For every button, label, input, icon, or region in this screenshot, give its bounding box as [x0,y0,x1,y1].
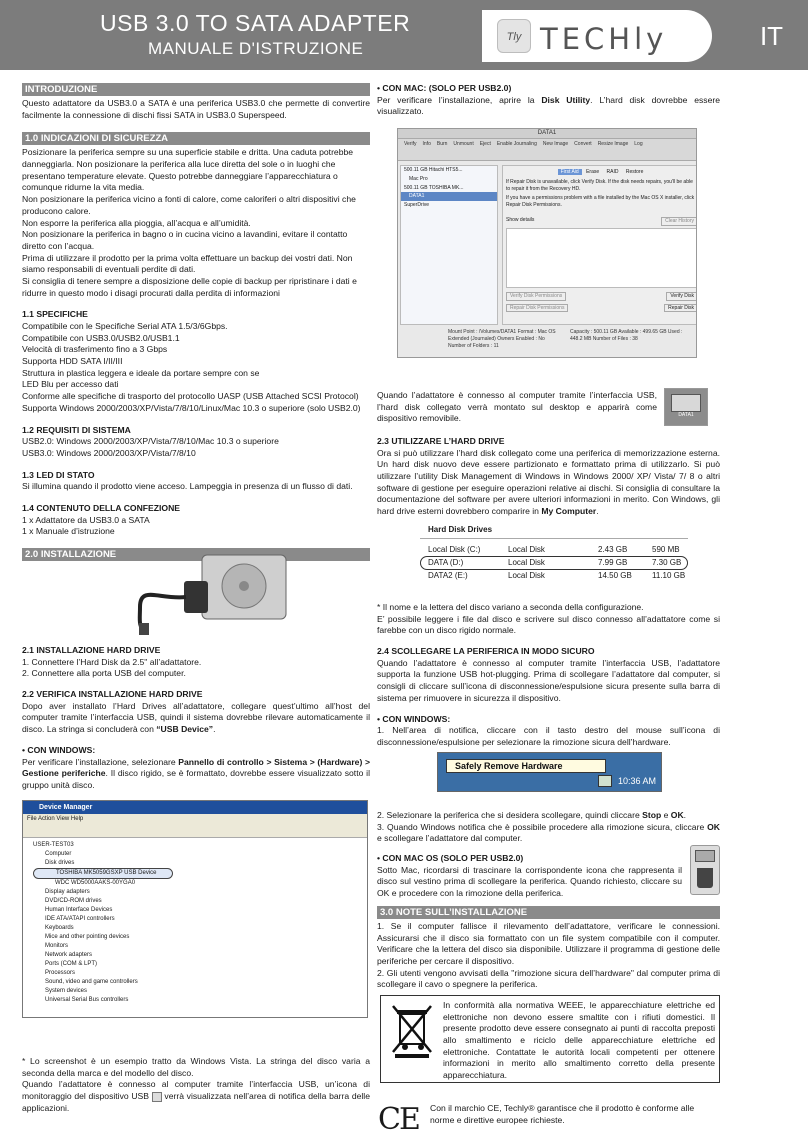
tree-item: Keyboards [45,925,74,931]
du-tab: Restore [625,169,644,175]
hdd-divider [420,538,688,539]
du-main-panel [502,165,697,325]
devmgr-toolbar [23,825,367,838]
spec-item: Conforme alle specifiche di trasporto del protocollo UASP (USB Attached SCSI Protocol) [22,391,359,402]
du-footer [400,329,696,355]
tree-item: Display adapters [45,889,90,895]
trash-can-icon [697,868,713,888]
du-titlebar: DATA1 [398,129,696,139]
hdd-row-type: Local Disk [508,545,545,554]
section-bar-safety: 1.0 INDICAZIONI DI SICUREZZA [22,132,370,145]
tree-item: System devices [45,988,88,994]
du-sidebar [400,165,498,325]
windows-text-c: . Il disco rigido, se è formattato, dovrebbe essere visualizzato sotto il gruppo unità disco. [22,768,370,790]
spec-heading: 1.1 SPECIFICHE [22,309,88,320]
spec-item: Supporta HDD SATA I/II/III [22,356,123,367]
safety-paragraph: Si consiglia di tenere sempre a disposizione delle copie di backup per ripristinare i dati e ridurre in questo modo i disagi procurati dalla perdita di informazioni [22,275,357,298]
rwin-heading: • CON WINDOWS: [377,713,451,724]
usb-icon-text-a: Quando l’adattatore è connesso al computer tramite l’interfaccia USB, un’icona di monitoraggio del dispositivo USB [22,1079,370,1102]
usb-monitor-icon [152,1092,162,1102]
verify-text-b: “USB Device” [156,724,214,735]
windows-text-b: Pannello di controllo > Sistema > (Hardware) > Gestione periferiche [22,756,370,779]
spec-item: Compatibile con USB3.0/USB2.0/USB1.1 [22,332,180,343]
du-button: Repair Disk Permissions [506,304,568,313]
name-note-2: E’ possibile leggere i file dal disco e scrivere sul disco connesso all’adattatore come si farebbe con un disco rigido normale. [377,613,720,636]
verify-text [22,701,370,736]
tree-item: Computer [45,851,72,857]
hw-step: 1. Connettere l’Hard Disk da 2.5" all’adattatore. [22,656,202,667]
tree-item: Human Interface Devices [45,907,113,913]
du-tool: Unmount [453,141,474,147]
du-sidebar-item: 500.11 GB TOSHIBA MK... [404,184,464,191]
ce-text: Con il marchio CE, Techly® garantisce che il prodotto è conforme alle norme e direttive europee richieste. [430,1103,695,1125]
tree-item: Mice and other pointing devices [45,934,130,940]
devmgr-title: Device Manager [23,801,367,814]
brand-logo: TECHly [540,22,668,56]
devmgr-tree [23,838,367,1008]
rmac-text: Sotto Mac, ricordarsi di trascinare la corrispondente icona che rappresenta il disco sul vestino prima di scollegare la periferica. Quando richiesto, cliccare su OK e procedere con la rimozione della periferica. [377,864,682,899]
safety-paragraph: Non posizionare la periferica vicino a fonti di calore, come caloriferi o altri dispositivi che producono calore. [22,194,356,216]
du-button: Verify Disk Permissions [506,292,566,301]
step-3-a: 3. Quando Windows notifica che è possibile procedere alla rimozione sicura, cliccare [377,821,708,832]
du-buttons-row-1 [506,292,697,301]
windows-heading: • CON WINDOWS: [22,744,96,755]
du-sidebar-item: Mac Pro [409,175,428,182]
package-item: 1 x Manuale d’istruzione [22,526,115,537]
tree-item-highlighted: TOSHIBA MK5059GSXP USB Device [33,868,173,879]
hdd-spindle-drawing [239,581,249,591]
du-tool: Log [634,141,643,147]
du-tool: Info [422,141,431,147]
step-3 [377,822,720,845]
hdd-row-total: 2.43 GB [598,545,628,554]
mac-text-a: Per verificare l’installazione, aprire la [377,94,542,105]
tree-item: Processors [45,970,76,976]
device-manager-screenshot [22,800,368,1018]
usb-plug-drawing [139,623,149,635]
windows-text [22,757,370,792]
use-drive-section [377,436,720,518]
du-tab: First Aid [558,169,582,175]
du-button: Verify Disk [666,292,697,301]
hdd-list-screenshot [420,525,690,587]
hw-install-heading: 2.1 INSTALLAZIONE HARD DRIVE [22,645,161,655]
right-column-top [377,83,720,118]
step-2-e: . [683,810,687,820]
windows-text-a: Per verificare l’installazione, selezionare [22,756,179,767]
du-buttons-row-2 [506,304,697,313]
du-log-area [506,228,697,288]
du-tool: Verify [404,141,417,147]
requirements-heading: 1.2 REQUISITI DI SISTEMA [22,424,131,435]
drive-desktop-icon [664,388,708,426]
hdd-row-name: DATA2 (E:) [428,571,468,580]
tree-item: USER-TEST03 [33,842,74,848]
spec-item: Compatibile con le Specifiche Serial ATA 1.5/3/6Gbps. [22,321,228,331]
safety-paragraph: Posizionare la periferica sempre su una superficie stabile e dritta. Una caduta potrebbe danneggiarla. Non posizionare la periferica alla luce diretta del sole o in luoghi che presentano temperature elevate. Questo potrebbe danneggiare l’apparecchiatura o comunque ridurne la vita media. [22,147,354,193]
du-sidebar-item: SuperDrive [404,202,430,209]
hdd-row-type: Local Disk [508,571,545,580]
du-info-b: If you have a permissions problem with a file installed by the Mac OS X installer, click Repair Disk Permissions. [506,195,695,209]
document-subtitle: MANUALE D'ISTRUZIONE [148,39,364,58]
package-item: 1 x Adattatore da USB3.0 a SATA [22,514,150,525]
usb-icon-text [22,1079,370,1114]
rmac-heading: • CON MAC OS (SOLO PER USB2.0) [377,853,524,863]
devmgr-menu: File Action View Help [23,814,367,825]
step-2-d: OK [670,810,684,820]
verify-text-c: . [213,724,216,735]
mac-heading: • CON MAC: (SOLO PER USB2.0) [377,83,512,93]
notes-section [377,906,720,991]
safety-paragraph: Non posizionare la periferica in bagno o in cucina vicino a lavandini, evitare il contatto diretto con l’acqua. [22,229,348,251]
use-text-b: My Computer [541,506,597,517]
du-tabs [506,169,697,176]
intro-text: Questo adattatore da USB3.0 a SATA è una periferica USB3.0 che permette di convertire facilmente la connessione di dischi fissi SATA in USB3.0 Superspeed. [22,98,370,120]
led-heading: 1.3 LED DI STATO [22,469,95,480]
du-tab: Erase [586,169,600,175]
hdd-row-free: 590 MB [652,545,680,554]
safely-remove-tooltip: Safely Remove Hardware [446,759,606,773]
hdd-title: Hard Disk Drives [428,525,493,534]
du-tool: Eject [479,141,491,147]
spec-item: Velocità di trasferimento fino a 3 Gbps [22,344,168,355]
screenshot-note: * Lo screenshot è un esempio tratto da Windows Vista. La stringa del disco varia a seconda della marca e del modello del disco. [22,1056,370,1078]
tree-item: Universal Serial Bus controllers [45,997,129,1003]
brand-badge-icon: Tly [497,19,531,53]
du-sidebar-item-selected: DATA1 [401,192,497,201]
tree-item: Ports (COM & LPT) [45,961,98,967]
left-column-lower [22,645,370,792]
hw-step: 2. Connettere alla porta USB del computer. [22,668,186,679]
use-text-a: Ora si può utilizzare l’hard disk collegato come una periferica di memorizzazione esterna. Un hard disk nuovo deve essere partizionato e formattato prima di utilizzarlo. Si può utilizzare l’utility Disk Management di Windows in Windows 2000/ XP/ Vista/ 7/ 8 o altri software di gestione per eseguire operazioni relative ai dischi. Si consiglia di consultare la documentazione del software per avere ulteriori informazioni in merito. Con Windows, gli hard drive esterni dovrebbero comparire in [377,447,720,517]
tree-item: Monitors [45,943,69,949]
safety-paragraph: Non esporre la periferica alla pioggia, all’acqua e all’umidità. [22,217,251,228]
use-text [377,448,720,518]
mac-text-c: . L’hard disk dovrebbe essere visualizzato. [377,94,720,117]
drive-shape-icon [671,394,701,412]
weee-bin-icon [391,1004,433,1058]
tree-item: Disk drives [45,860,75,866]
language-code: IT [759,21,784,51]
tree-item: WDC WD5000AAKS-00YGA0 [55,880,136,886]
verify-text-a: Dopo aver installato l’Hard Drives all’adattatore, collegare quest’ultimo all’host del computer tramite l’interfaccia USB, quindi il sistema dovrebbe rilevare automaticamente il disco. La stringa si concluderà con [22,700,370,735]
spec-item: LED Blu per accesso dati [22,379,119,390]
verify-heading: 2.2 VERIFICA INSTALLAZIONE HARD DRIVE [22,689,203,700]
tree-item: DVD/CD-ROM drives [45,898,102,904]
header-band [0,0,808,70]
package-heading: 1.4 CONTENUTO DELLA CONFEZIONE [22,502,181,513]
weee-text: In conformità alla normativa WEEE, le apparecchiature elettriche ed elettroniche non devono essere smaltite con i rifiuti domestici. Il presente prodotto deve essere consegnato ai punti di raccolta preposti allo smaltimento e riciclo delle apparecchiature elettriche ed elettroniche. Contattate le autorità locali competenti per ottenere informazioni in merito allo smaltimento corretto della presente apparecchiatura. [443,1000,715,1081]
mac-text [377,95,720,118]
rmac-section [377,853,682,900]
desktop-text: Quando l’adattatore è connesso al computer tramite l’interfaccia USB, l’hard disk collegato verrà montato sul desktop e apparirà come dispositivo removibile. [377,390,657,424]
right-column-middle [377,602,720,749]
hdd-row-free: 11.10 GB [652,571,686,580]
left-column [22,83,370,561]
du-info-a: If Repair Disk is unavailable, click Verify Disk. If the disk needs repairs, you'll be able to repair it from the Recovery HD. [506,178,693,192]
du-details-row [506,217,697,226]
du-tab: RAID [606,169,619,175]
hdd-row-free: 7.30 GB [652,558,682,567]
notes-paragraph: 2. Gli utenti vengono avvisati della "rimozione sicura dell’hardware" dal computer prima di scollegare il cavo o spegnere la periferica. [377,967,720,990]
hdd-row-total: 14.50 GB [598,571,632,580]
tree-item: IDE ATA/ATAPI controllers [45,916,115,922]
step-2-b: Stop [642,810,662,820]
remove-text: Quando l’adattatore è connesso al computer tramite l’interfaccia USB, l’adattatore supporta la funzione USB hot-plugging. Prima di scollegare l’adattatore dal computer, si consigli di cliccare sull’icona di disconnessione/espulsione sicura presente sulla barra di sistema per rimuovere in sicurezza il dispositivo. [377,657,720,703]
adapter-body-drawing [184,581,208,613]
use-heading: 2.3 UTILIZZARE L’HARD DRIVE [377,436,505,446]
right-column-steps [377,810,720,845]
du-tool: Burn [436,141,448,147]
tree-item: Sound, video and game controllers [45,979,138,985]
use-text-c: . [596,506,599,517]
mac-text-b: Disk Utility [541,94,591,105]
du-toolbar [398,139,696,161]
step-3-b: OK [707,821,720,832]
taskbar-screenshot [437,752,662,792]
remove-heading: 2.4 SCOLLEGARE LA PERIFERICA IN MODO SICURO [377,646,595,657]
name-note: * Il nome e la lettera del disco variano a seconda della configurazione. [377,602,644,612]
du-show-details: Show details [506,216,535,223]
step-2-a: 2. Selezionare la periferica che si desidera scollegare, quindi cliccare [377,810,643,820]
step-2 [377,810,720,822]
section-bar-install: 2.0 INSTALLAZIONE [22,548,370,561]
step-2-c: e [661,810,671,820]
hdd-row-total: 7.99 GB [598,558,628,567]
weee-box [380,995,720,1083]
ce-mark-icon: CE [378,1102,419,1137]
spec-list [22,321,370,415]
hdd-row-name: DATA (D:) [428,558,464,567]
du-tool: Enable Journaling [496,141,537,147]
tree-item: Network adapters [45,952,93,958]
drive-icon-label: DATA1 [678,412,694,418]
du-button: Repair Disk [664,304,697,313]
hdd-row-name: Local Disk (C:) [428,545,481,554]
step-3-c: e scollegare l’adattatore dal computer. [377,833,523,844]
drive-small-icon [695,850,715,862]
du-footer-left: Mount Point : /Volumes/DATA1 Format : Mac OS Extended (Journaled) Owners Enabled : No Number of Folders : 11 [448,329,556,349]
tray-clock: 10:36 AM [618,776,657,786]
du-tool: Convert [574,141,592,147]
trash-drive-icon [690,845,720,895]
du-tool: Resize Image [597,141,629,147]
requirement-item: USB3.0: Windows 2000/2003/XP/Vista/7/8/10 [22,447,196,458]
section-bar-intro: INTRODUZIONE [22,83,370,96]
document-title: USB 3.0 TO SATA ADAPTER [100,10,411,36]
desktop-mount-text [377,390,657,425]
du-clear-history: Clear History [661,217,697,226]
safety-text [22,147,370,299]
spec-item: Supporta Windows 2000/2003/XP/Vista/7/8/10/Linux/Mac 10.3 o superiore (solo USB2.0) [22,402,361,413]
eject-tray-icon [598,775,612,787]
led-text: Si illumina quando il prodotto viene acceso. Lampeggia in presenza di un flusso di dati. [22,481,353,492]
notes-paragraph: 1. Se il computer fallisce il rilevamento dell’adattatore, verificare le connessioni. Assicurarsi che il disco sia formattato con un file system compatibile con il computer. Verificare che la lettera del disco sia disponibile. Utilizzare il programma di gestione delle periferiche per cercare il dispositivo. [377,921,720,967]
du-sidebar-item: 500.11 GB Hitachi HTS5... [404,167,463,173]
requirement-item: USB2.0: Windows 2000/2003/XP/Vista/7/8/10/Mac 10.3 o superiore [22,436,279,447]
disk-utility-screenshot [397,128,697,358]
du-tool: New Image [542,141,569,147]
rwin-text: 1. Nell’area di notifica, cliccare con il tasto destro del mouse sull’icona di disconnessione/espulsione per selezionare la rimozione sicura dell’hardware. [377,725,720,747]
spec-item: Struttura in plastica leggera e ideale da portare sempre con se [22,367,260,378]
du-footer-right: Capacity : 500.11 GB Available : 499.65 GB Used : 448.2 MB Number of Files : 38 [570,329,683,342]
usb-icon-text-b: verrà visualizzata nell’area di notifica della barra delle applicazioni. [22,1091,370,1113]
left-column-bottom [22,1056,370,1114]
adapter-illustration [110,545,310,637]
section-bar-notes: 3.0 NOTE SULL’INSTALLAZIONE [377,906,720,919]
safety-paragraph: Prima di utilizzare il prodotto per la prima volta effettuare un backup dei vostri dati. Non siamo responsabili di eventuali perdite di dati. [22,252,353,275]
hdd-row-type: Local Disk [508,558,545,567]
